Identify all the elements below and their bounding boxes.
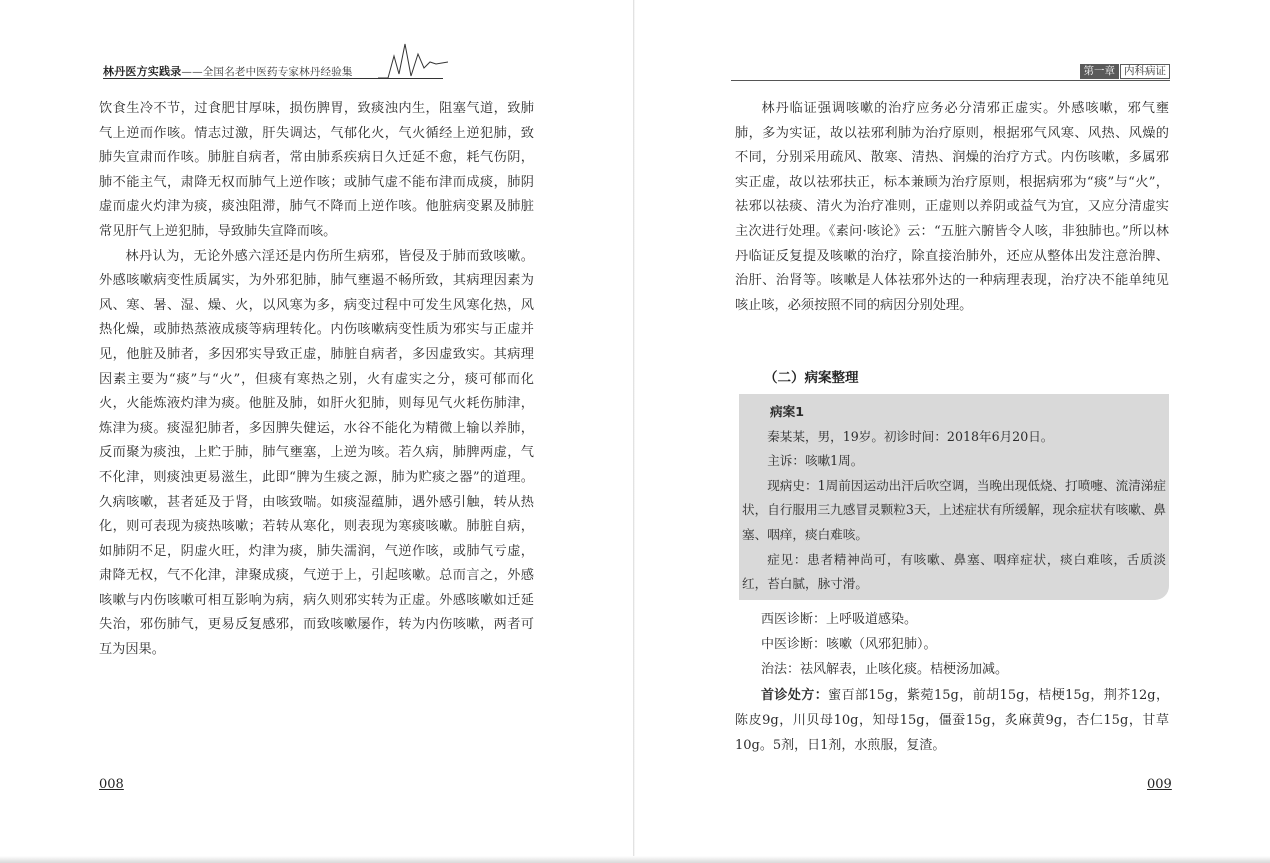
paragraph: 饮食生冷不节，过食肥甘厚味，损伤脾胃，致痰浊内生，阻塞气道，致肺气上逆而作咳。情志过激，肝失调达，气郁化火，气火循经上逆犯肺，致肺失宣肃而作咳。肺脏自病者，常由肺系疾病日久迁延不愈，耗气伤阴，肺不能主气，肃降无权而肺气上逆作咳；或肺气虚不能布津而成痰，肺阴虚而虚火灼津为痰，痰浊阻滞，肺气不降而上逆作咳。他脏病变累及肺脏常见肝气上逆犯肺，导致肺失宣降而咳。 [99, 101, 534, 239]
pulse-line-icon [378, 42, 448, 78]
prescription-label: 首诊处方： [761, 687, 829, 703]
running-head-rule [731, 80, 1170, 81]
page-bottom-edge [0, 856, 1270, 863]
case-box [739, 394, 1169, 600]
book-title: 林丹医方实践录 [103, 65, 182, 78]
case-patient: 秦某某，男，19岁。初诊时间：2018年6月20日。 [767, 428, 1054, 444]
running-head-rule [103, 78, 443, 79]
left-page [0, 0, 633, 856]
chapter-label: 第一章 [1080, 64, 1120, 79]
section-label: 内科病证 [1120, 64, 1170, 79]
case-title: 病案1 [770, 404, 804, 419]
right-body-text [735, 97, 1169, 318]
paragraph: 林丹临证强调咳嗽的治疗应务必分清邪正虚实。外感咳嗽，邪气壅肺，多为实证，故以祛邪利肺为治疗原则，根据邪气风寒、风热、风燥的不同，分别采用疏风、散寒、清热、润燥的治疗方式。内伤咳嗽，多属邪实正虚，故以祛邪扶正，标本兼顾为治疗原则，根据病邪为“痰”与“火”，祛邪以祛痰、清火为治疗准则，正虚则以养阴或益气为宜，又应分清虚实主次进行处理。《素问·咳论》云：“五脏六腑皆令人咳，非独肺也。”所以林丹临证反复提及咳嗽的治疗，除直接治肺外，还应从整体出发注意治脾、治肝、治肾等。咳嗽是人体祛邪外达的一种病理表现，治疗决不能单纯见咳止咳，必须按照不同的病因分别处理。 [735, 101, 1169, 313]
paragraph: 林丹认为，无论外感六淫还是内伤所生病邪，皆侵及于肺而致咳嗽。外感咳嗽病变性质属实，为外邪犯肺，肺气壅遏不畅所致，其病理因素为风、寒、暑、湿、燥、火，以风寒为多，病变过程中可发生风寒化热，风热化燥，或肺热蒸液成痰等病理转化。内伤咳嗽病变性质为邪实与正虚并见，他脏及肺者，多因邪实导致正虚，肺脏自病者，多因虚致实。其病理因素主要为“痰”与“火”，但痰有寒热之别，火有虚实之分，痰可郁而化火，火能炼液灼津为痰。他脏及肺，如肝火犯肺，则每见气火耗伤肺津，炼津为痰。痰湿犯肺者，多因脾失健运，水谷不能化为精微上输以养肺，反而聚为痰浊，上贮于肺，肺气壅塞，上逆为咳。若久病，肺脾两虚，气不化津，则痰浊更易滋生，此即“脾为生痰之源，肺为贮痰之器”的道理。久病咳嗽，甚者延及于肾，由咳致喘。如痰湿蕴肺，遇外感引触，转从热化，则可表现为痰热咳嗽；若转从寒化，则表现为寒痰咳嗽。肺脏自病，如肺阴不足，阴虚火旺，灼津为痰，肺失濡润，气逆作咳，或肺气亏虚，肃降无权，气不化津，津聚成痰，气逆于上，引起咳嗽。总而言之，外感咳嗽与内伤咳嗽可相互影响为病，病久则邪实转为正虚。外感咳嗽如迁延失治，邪伤肺气，更易反复感邪，而致咳嗽屡作，转为内伤咳嗽，两者可互为因果。 [99, 248, 534, 658]
running-head-right [1080, 64, 1171, 79]
book-subtitle: ——全国名老中医药专家林丹经验集 [181, 66, 353, 78]
treatment: 治法：祛风解表，止咳化痰。桔梗汤加减。 [761, 662, 1009, 678]
running-head-left [103, 63, 353, 79]
left-body-text [99, 97, 534, 663]
case-history: 现病史：1周前因运动出汗后吹空调，当晚出现低烧、打喷嚏、流清涕症状，自行服用三九感冒灵颗粒3天，上述症状有所缓解，现余症状有咳嗽、鼻塞、咽痒，痰白难咳。 [742, 477, 1166, 542]
prescription [735, 683, 1169, 759]
page-number: 009 [1147, 777, 1172, 792]
section-heading: （二）病案整理 [764, 370, 859, 386]
prescription-text: 蜜百部15g，紫菀15g，前胡15g，桔梗15g，荆芥12g，陈皮9g，川贝母10g，知母15g，僵蚕15g，炙麻黄9g，杏仁15g，甘草10g。5剂，日1剂，水煎服，复渣。 [735, 687, 1169, 754]
case-symptoms: 症见：患者精神尚可，有咳嗽、鼻塞、咽痒症状，痰白难咳，舌质淡红，苔白腻，脉寸滑。 [742, 551, 1166, 592]
page-number: 008 [99, 777, 124, 792]
case-chief-complaint: 主诉：咳嗽1周。 [767, 453, 864, 469]
tcm-diagnosis: 中医诊断：咳嗽（风邪犯肺）。 [761, 637, 937, 653]
western-diagnosis: 西医诊断：上呼吸道感染。 [761, 612, 918, 627]
diagnosis-block [735, 607, 1169, 758]
